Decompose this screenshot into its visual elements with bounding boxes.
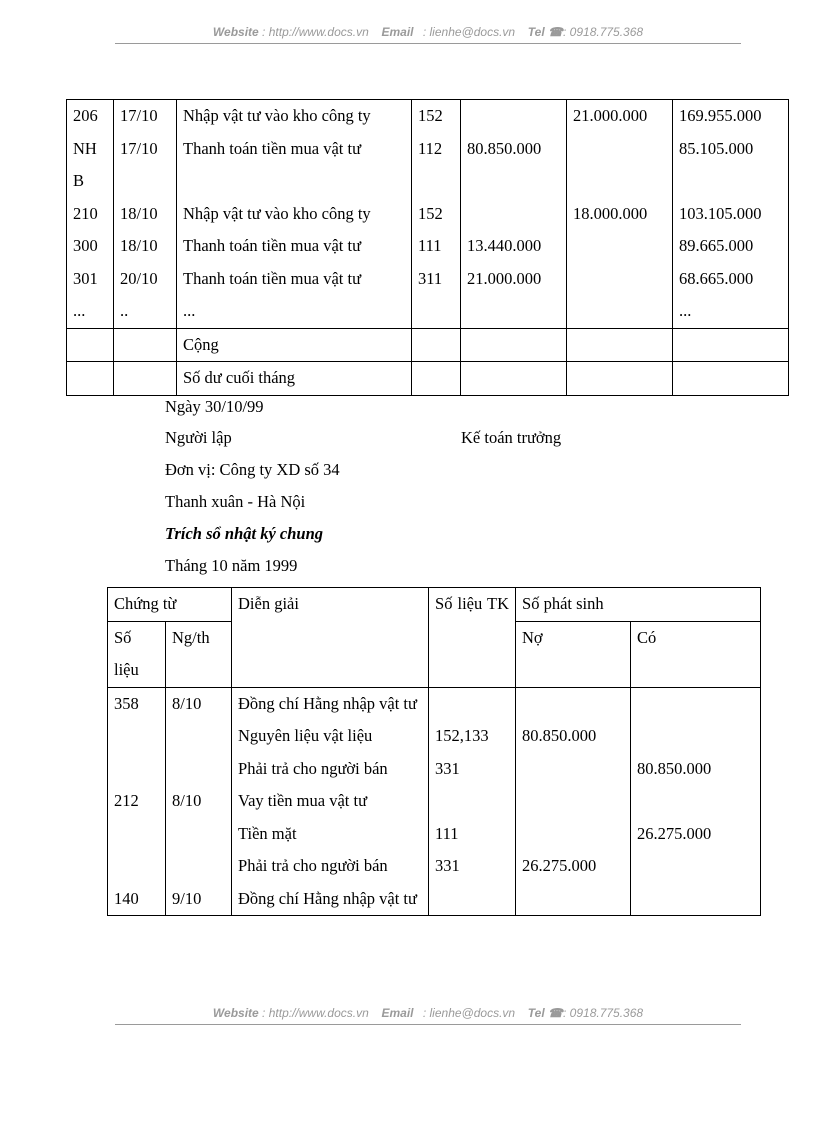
footer-rule [115,1024,741,1025]
report-date: Ngày 30/10/99 [165,397,264,416]
phone-icon: ☎ [548,1006,563,1020]
page-footer: Website : http://www.docs.vn Email : lienhe@docs.vn Tel ☎: 0918.775.368 [212,1006,644,1020]
table-row: 301 20/10 Thanh toán tiền mua vật tư 311 21.000.000 68.665.000 [67,263,789,296]
table-row: Nguyên liệu vật liệu 152,133 80.850.000 [108,720,761,753]
table-row: ... .. ... ... [67,295,789,328]
account-no-header: Số liệu TK [429,588,516,688]
table-row: Phải trả cho người bán 331 26.275.000 [108,850,761,883]
chief-accountant-label: Kế toán trưởng [461,428,562,447]
journal-header-row [108,588,761,622]
email-label: Email [381,25,414,39]
email-value[interactable]: lienhe@docs.vn [429,1006,516,1020]
tel-value: 0918.775.368 [569,1006,644,1020]
voucher-no-header: Số liệu [108,621,166,687]
email-label: Email [381,1006,414,1020]
website-label: Website [212,25,259,39]
table-row: Tiền mặt 111 26.275.000 [108,818,761,851]
voucher-header: Chứng từ [108,588,232,622]
description-header: Diễn giải [232,588,429,688]
website-url[interactable]: http://www.docs.vn [268,1006,369,1020]
company-unit: Đơn vị: Công ty XD số 34 [165,460,340,479]
section-period: Tháng 10 năm 1999 [165,556,298,575]
closing-balance-row [67,362,789,396]
section-title: Trích sổ nhật ký chung [165,524,324,543]
credit-header: Có [631,621,761,687]
table-row: 212 8/10 Vay tiền mua vật tư [108,785,761,818]
table-row: Phải trả cho người bán 331 80.850.000 [108,753,761,786]
ledger-table [66,99,789,396]
company-location: Thanh xuân - Hà Nội [165,492,306,511]
tel-label: Tel [527,25,545,39]
total-row [67,328,789,362]
table-row: 210 18/10 Nhập vật tư vào kho công ty 152 18.000.000 103.105.000 [67,198,789,231]
prepared-by-label: Người lập [165,428,232,447]
website-url[interactable]: http://www.docs.vn [268,25,369,39]
journal-table [107,587,761,916]
tel-value: 0918.775.368 [569,25,644,39]
page-header: Website : http://www.docs.vn Email : lienhe@docs.vn Tel ☎: 0918.775.368 [212,25,644,39]
table-row: NH B 17/10 Thanh toán tiền mua vật tư 112 80.850.000 85.105.000 [67,133,789,198]
website-label: Website [212,1006,259,1020]
email-value[interactable]: lienhe@docs.vn [429,25,516,39]
header-rule [115,43,741,44]
phone-icon: ☎ [548,25,563,39]
table-row: 140 9/10 Đồng chí Hằng nhập vật tư [108,883,761,916]
table-row: 300 18/10 Thanh toán tiền mua vật tư 111 13.440.000 89.665.000 [67,230,789,263]
voucher-date-header: Ng/th [166,621,232,687]
tel-label: Tel [527,1006,545,1020]
total-label: Cộng [177,328,412,362]
amounts-header: Số phát sinh [516,588,761,622]
table-row: 206 17/10 Nhập vật tư vào kho công ty 152 21.000.000 169.955.000 [67,100,789,133]
debit-header: Nợ [516,621,631,687]
table-row: 358 8/10 Đồng chí Hằng nhập vật tư [108,687,761,720]
closing-balance-label: Số dư cuối tháng [177,362,412,396]
